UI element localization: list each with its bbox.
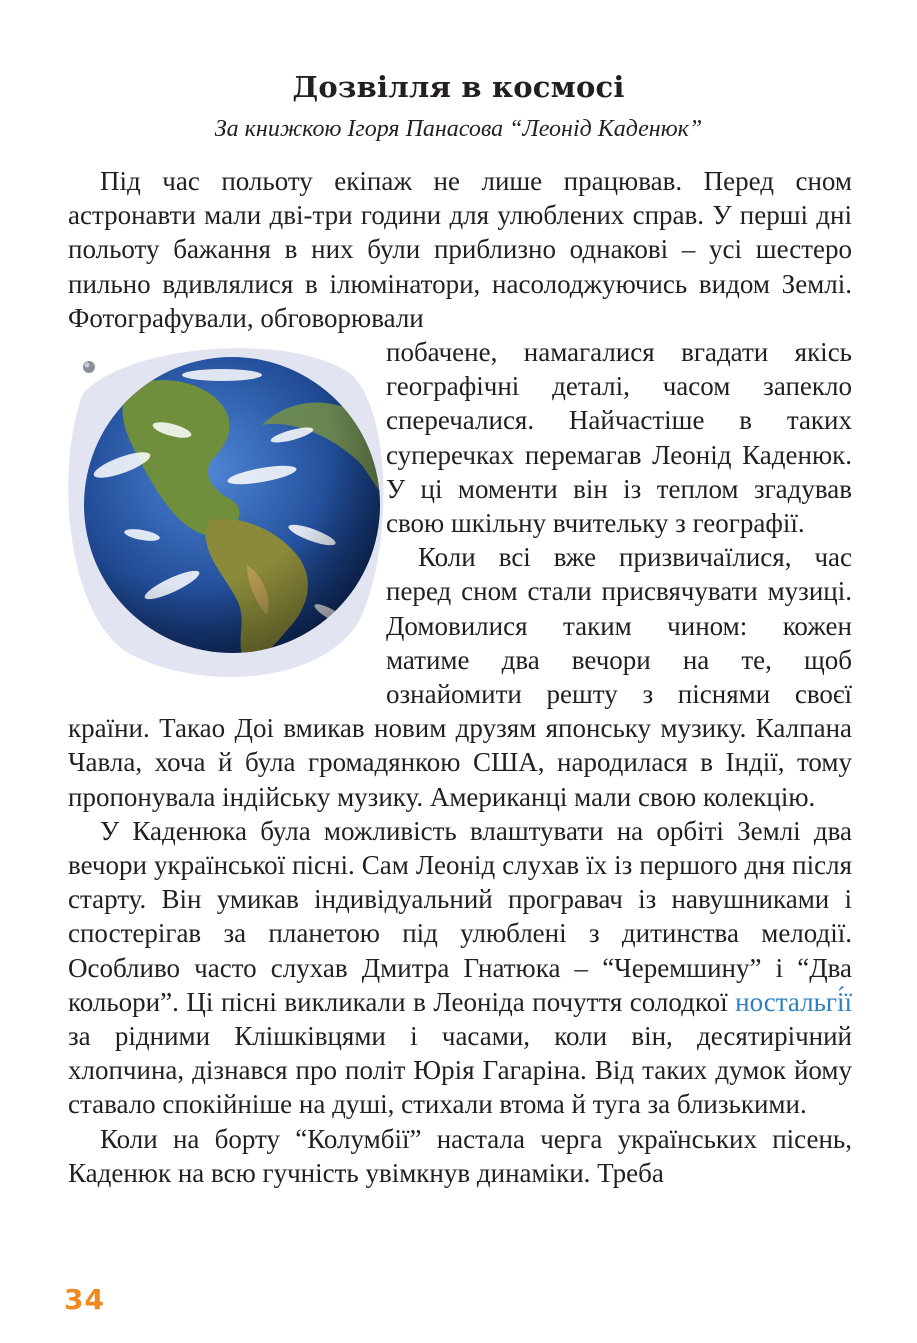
page-number: 34 — [64, 1283, 105, 1316]
article-title: Дозвілля в космосі — [292, 70, 625, 104]
earth-globe-image — [62, 335, 386, 689]
paragraph-1b: побачене, намагалися вгадати якісь географічні деталі, часом запекло сперечалися. Найчастіше в таких суперечках перемагав Леонід Каденюк. У ці моменти він із теплом згадував свою шкільну вчительку з географії. — [386, 337, 852, 539]
article-body — [68, 164, 852, 1190]
glossary-term-nostalgia[interactable]: ностальгі́ї — [735, 986, 852, 1017]
paragraph-3-part-2: за рідними Клішківцями і часами, коли він, десятирічний хлопчина, дізнався про політ Юрія Гагаріна. Від таких думок йому ставало спокійніше на душі, стихали втома й туга за близькими. — [68, 1021, 852, 1120]
paragraph-3-part-1: У Каденюка була можливість влаштувати на орбіті Землі два вечори української пісні. Сам Леонід слухав їх із першого дня після старту. Він умикав індивідуальний програвач із навушниками і спостерігав за планетою під улюблені з дитинства мелодії. Особливо часто слухав Дмитра Гнатюка – “Черемшину” і “Два кольори”. Ці пісні викликали в Леоніда почуття солодкої — [68, 815, 852, 1017]
paragraph-3 — [68, 814, 852, 1122]
paragraph-4: Коли на борту “Колумбії” настала черга українських пісень, Каденюк на всю гучність увімкнув динаміки. Треба — [68, 1123, 852, 1188]
source-attribution: За книжкою Ігоря Панасова “Леонід Каденюк” — [214, 116, 703, 142]
paragraph-1a: Під час польоту екіпаж не лише працював. Перед сном астронавти мали дві-три години для улюблених справ. У перші дні польоту бажання в них були приблизно однакові – усі шестеро пильно вдивлялися в ілюмінатори, насолоджуючись видом Землі. Фотографували, обговорювали — [68, 166, 852, 333]
paragraph-2: Коли всі вже призвичаїлися, час перед сном стали присвячувати музиці. Домовилися таким чином: кожен матиме два вечори на те, щоб ознайомити решту з піснями своєї країни. Такао Доі вмикав новим друзям японську музику. Калпана Чавла, хоча й була громадянкою США, народилася в Індії, тому пропонувала індійську музику. Американці мали свою колекцію. — [68, 542, 852, 812]
